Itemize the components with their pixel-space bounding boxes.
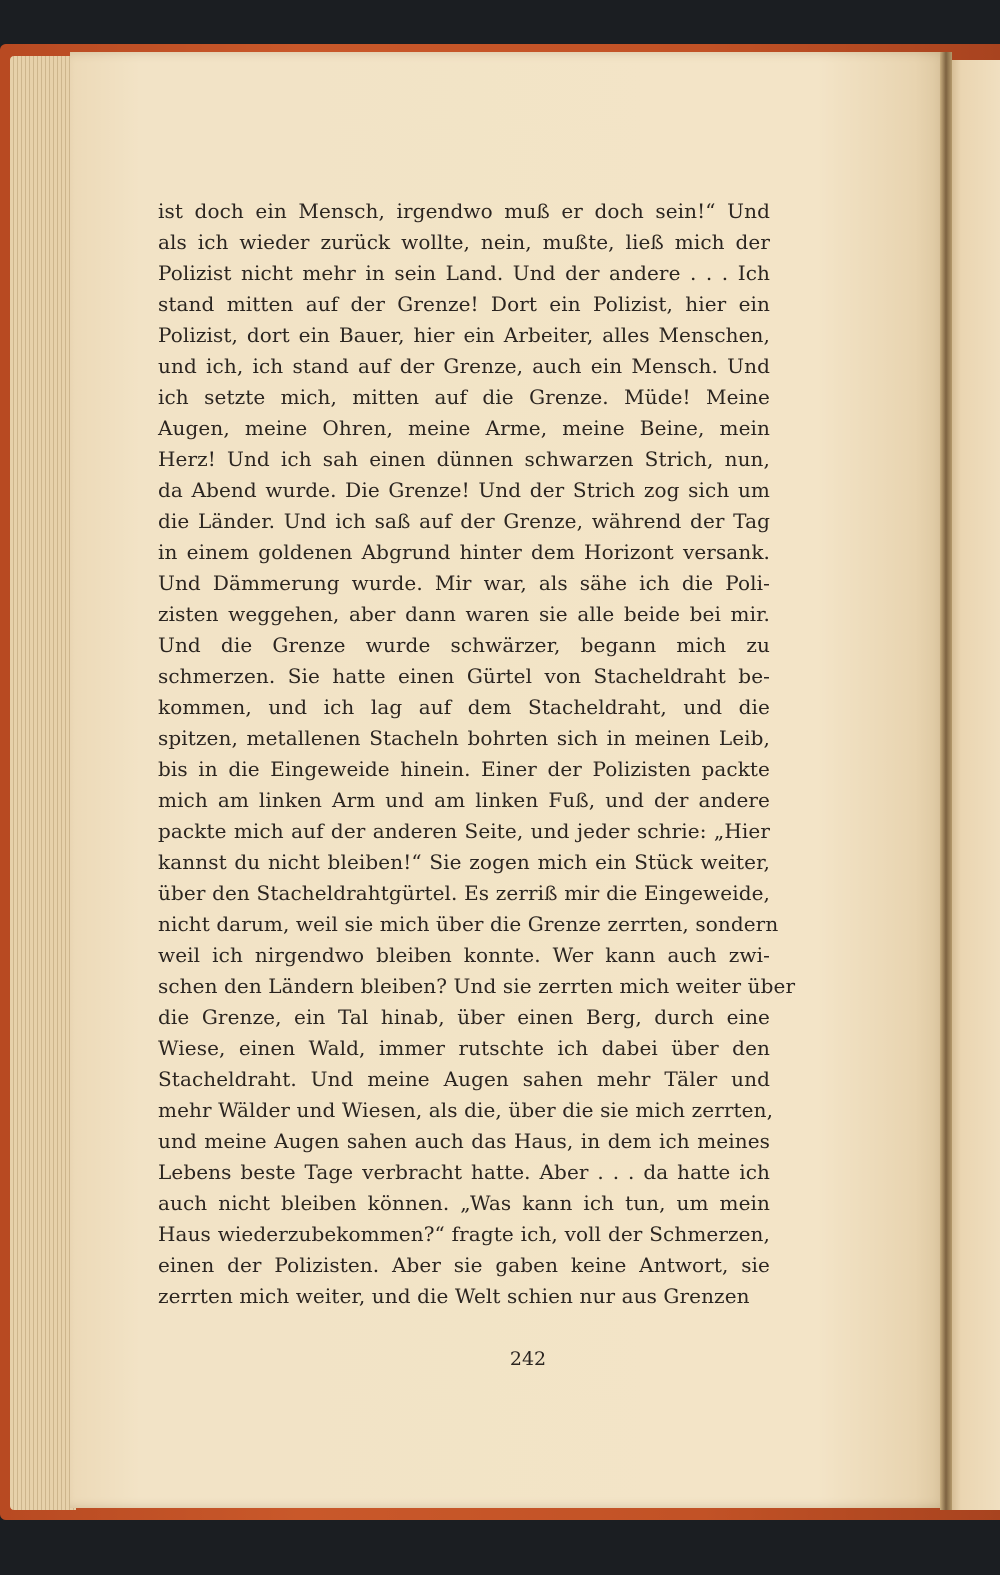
text-line: ist doch ein Mensch, irgendwo muß er doch sein!“ Und — [158, 199, 770, 223]
text-line: einen der Polizisten. Aber sie gaben keine Antwort, sie — [158, 1253, 770, 1277]
text-line: in einem goldenen Abgrund hinter dem Horizont versank. — [158, 540, 770, 564]
text-line: weil ich nirgendwo bleiben konnte. Wer kann auch zwi- — [158, 943, 770, 967]
page-edges — [10, 56, 76, 1510]
text-line: Und Dämmerung wurde. Mir war, als sähe ich die Poli- — [158, 571, 770, 595]
text-line: auch nicht bleiben können. „Was kann ich tun, um mein — [158, 1191, 770, 1215]
text-line: Stacheldraht. Und meine Augen sahen mehr Täler und — [158, 1067, 770, 1091]
text-line: Und die Grenze wurde schwärzer, begann mich zu — [158, 633, 770, 657]
text-line: kannst du nicht bleiben!“ Sie zogen mich ein Stück weiter, — [158, 850, 770, 874]
text-line: Lebens beste Tage verbracht hatte. Aber . . . da hatte ich — [158, 1160, 770, 1184]
text-line: Polizist nicht mehr in sein Land. Und der andere . . . Ich — [158, 261, 770, 285]
text-line: packte mich auf der anderen Seite, und jeder schrie: „Hier — [158, 819, 770, 843]
text-line: mehr Wälder und Wiesen, als die, über die sie mich zerrten, — [158, 1098, 774, 1122]
text-line: kommen, und ich lag auf dem Stacheldraht, und die — [158, 695, 770, 719]
text-line: Augen, meine Ohren, meine Arme, meine Beine, mein — [158, 416, 770, 440]
text-line: und ich, ich stand auf der Grenze, auch ein Mensch. Und — [158, 354, 770, 378]
text-line: zisten weggehen, aber dann waren sie alle beide bei mir. — [158, 602, 770, 626]
text-line: schen den Ländern bleiben? Und sie zerrten mich weiter über — [158, 974, 796, 998]
page-number: 242 — [509, 1348, 547, 1370]
text-line: da Abend wurde. Die Grenze! Und der Strich zog sich um — [158, 478, 770, 502]
text-line: bis in die Eingeweide hinein. Einer der Polizisten packte — [158, 757, 770, 781]
text-line: Herz! Und ich sah einen dünnen schwarzen Strich, nun, — [158, 447, 770, 471]
text-line: als ich wieder zurück wollte, nein, mußte, ließ mich der — [158, 230, 770, 254]
text-line: die Länder. Und ich saß auf der Grenze, während der Tag — [158, 509, 770, 533]
text-line: spitzen, metallenen Stacheln bohrten sich in meinen Leib, — [158, 726, 770, 750]
text-line: Wiese, einen Wald, immer rutschte ich dabei über den — [158, 1036, 770, 1060]
text-line: zerrten mich weiter, und die Welt schien nur aus Grenzen — [158, 1284, 750, 1308]
text-line: und meine Augen sahen auch das Haus, in dem ich meines — [158, 1129, 770, 1153]
book-gutter — [940, 52, 952, 1510]
text-line: nicht darum, weil sie mich über die Grenze zerrten, sondern — [158, 912, 779, 936]
text-line: die Grenze, ein Tal hinab, über einen Berg, durch eine — [158, 1005, 770, 1029]
facing-page — [948, 60, 1000, 1510]
text-line: mich am linken Arm und am linken Fuß, und der andere — [158, 788, 770, 812]
page-body-text — [158, 196, 796, 1312]
text-line: schmerzen. Sie hatte einen Gürtel von Stacheldraht be- — [158, 664, 770, 688]
text-line: Polizist, dort ein Bauer, hier ein Arbeiter, alles Menschen, — [158, 323, 770, 347]
text-line: ich setzte mich, mitten auf die Grenze. Müde! Meine — [158, 385, 770, 409]
text-line: über den Stacheldrahtgürtel. Es zerriß mir die Eingeweide, — [158, 881, 770, 905]
text-line: stand mitten auf der Grenze! Dort ein Polizist, hier ein — [158, 292, 770, 316]
text-line: Haus wiederzubekommen?“ fragte ich, voll der Schmerzen, — [158, 1222, 770, 1246]
